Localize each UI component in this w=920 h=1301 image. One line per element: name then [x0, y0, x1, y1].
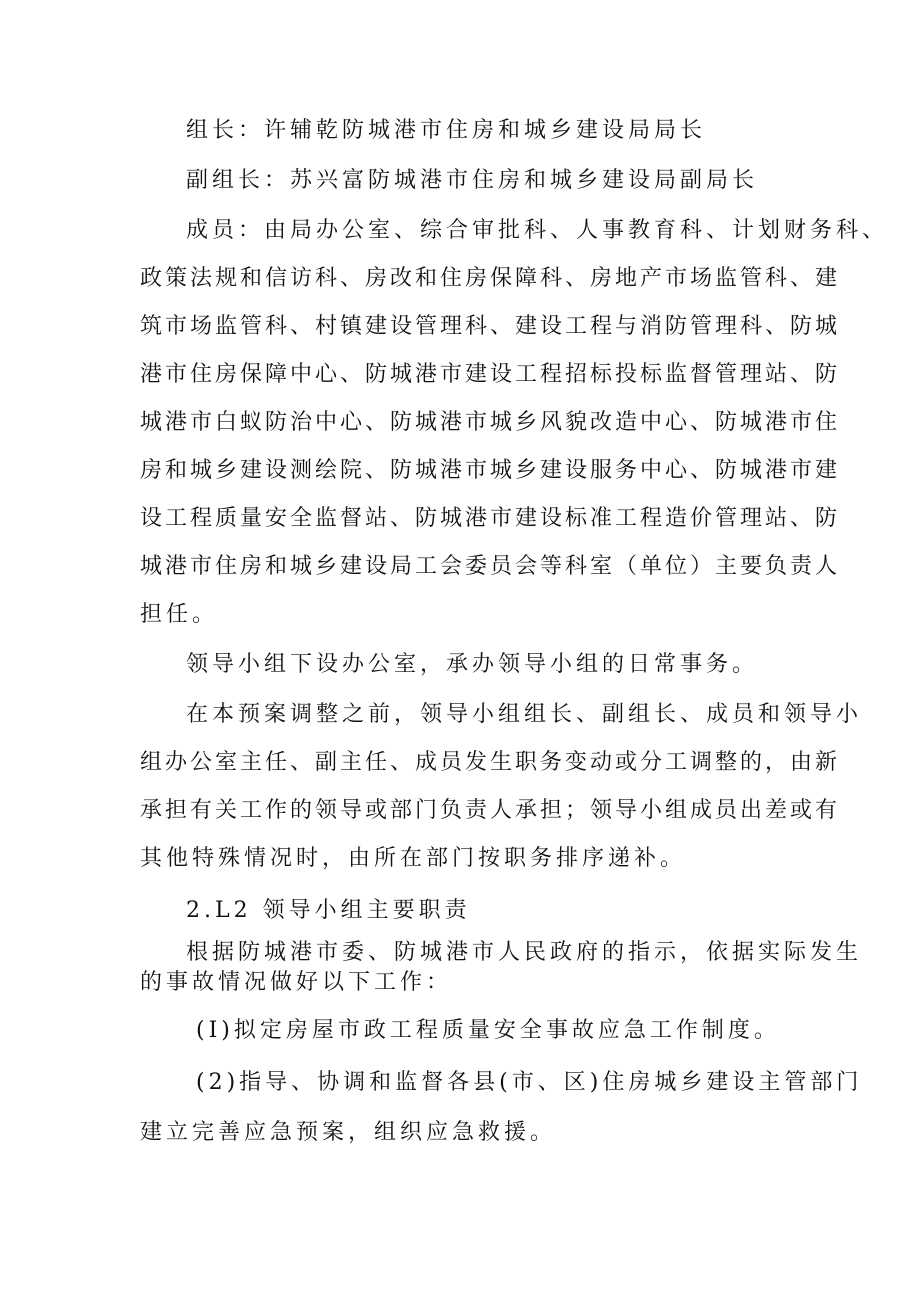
- duty-item-2: 建立完善应急预案，组织应急救援。: [140, 1120, 557, 1145]
- text-line-members: 成员：由局办公室、综合审批科、人事教育科、计划财务科、: [186, 218, 889, 243]
- text-line-adjustment: 其他特殊情况时，由所在部门按职务排序递补。: [140, 846, 687, 871]
- duty-item-1: (I)拟定房屋市政工程质量安全事故应急工作制度。: [196, 1018, 780, 1043]
- duty-item-2: (2)指导、协调和监督各县(市、区)住房城乡建设主管部门: [196, 1070, 863, 1095]
- text-line-duties-intro: 根据防城港市委、防城港市人民政府的指示，依据实际发生: [186, 940, 863, 965]
- text-line-members: 城港市住房和城乡建设局工会委员会等科室（单位）主要负责人: [140, 554, 841, 579]
- text-line-adjustment: 组办公室主任、副主任、成员发生职务变动或分工调整的，由新: [140, 750, 841, 775]
- text-line-members: 房和城乡建设测绘院、防城港市城乡建设服务中心、防城港市建: [140, 458, 841, 483]
- section-heading: 2.L2 领导小组主要职责: [186, 898, 471, 923]
- text-line-members: 设工程质量安全监督站、防城港市建设标准工程造价管理站、防: [140, 506, 841, 531]
- text-line-members: 政策法规和信访科、房改和住房保障科、房地产市场监管科、建: [140, 266, 841, 291]
- text-line-duties-intro: 的事故情况做好以下工作：: [140, 970, 453, 995]
- text-line-office: 领导小组下设办公室，承办领导小组的日常事务。: [186, 652, 759, 677]
- text-line-members: 港市住房保障中心、防城港市建设工程招标投标监督管理站、防: [140, 362, 841, 387]
- text-line-members: 担任。: [140, 602, 219, 627]
- text-line-members: 筑市场监管科、村镇建设管理科、建设工程与消防管理科、防城: [140, 314, 841, 339]
- text-line-members: 城港市白蚁防治中心、防城港市城乡风貌改造中心、防城港市住: [140, 410, 841, 435]
- text-line-adjustment: 承担有关工作的领导或部门负责人承担；领导小组成员出差或有: [140, 798, 841, 823]
- text-line-leader: 组长：许辅乾防城港市住房和城乡建设局局长: [186, 118, 707, 143]
- text-line-deputy-leader: 副组长：苏兴富防城港市住房和城乡建设局副局长: [186, 168, 759, 193]
- text-line-adjustment: 在本预案调整之前，领导小组组长、副组长、成员和领导小: [186, 702, 863, 727]
